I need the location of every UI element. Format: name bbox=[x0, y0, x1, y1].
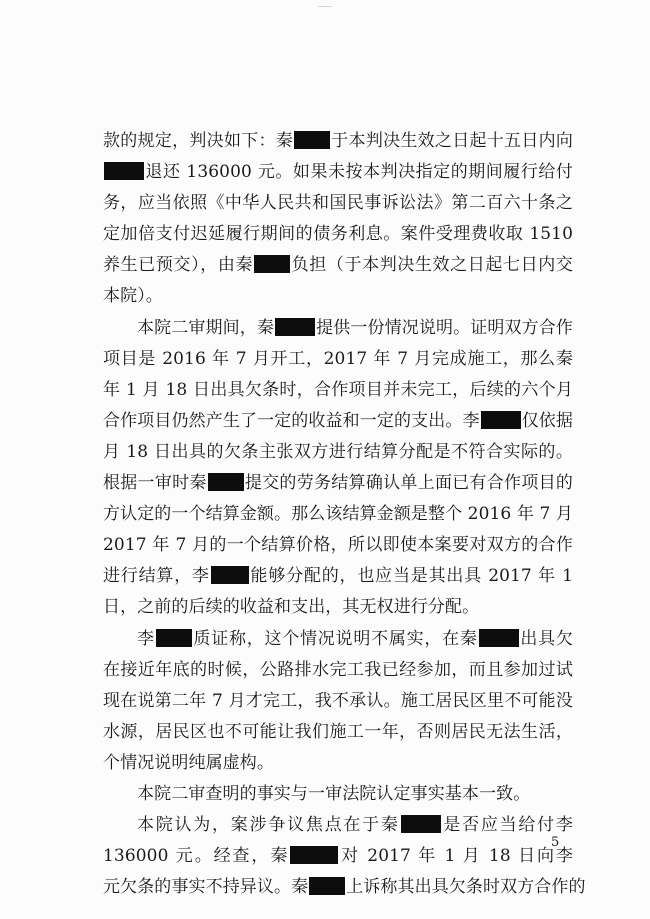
text-line bbox=[103, 655, 573, 686]
text-line bbox=[103, 561, 573, 592]
text-line bbox=[103, 686, 573, 717]
text-line bbox=[103, 810, 573, 841]
text-line bbox=[103, 468, 573, 499]
text-line bbox=[103, 126, 573, 157]
redaction-block bbox=[275, 318, 315, 336]
text-segment: 本院二审期间，秦 bbox=[137, 317, 275, 338]
text-line bbox=[103, 281, 573, 312]
text-line bbox=[103, 219, 573, 250]
text-segment: 进行结算，李 bbox=[103, 566, 210, 587]
text-segment: 本院二审查明的事实与一审法院认定事实基本一致。 bbox=[137, 783, 531, 804]
text-segment: 个情况说明纯属虚构。 bbox=[103, 752, 274, 773]
text-line bbox=[103, 748, 573, 779]
text-segment: 年 1 月 18 日出具欠条时，合作项目并未完工，后续的六个月 bbox=[103, 379, 573, 400]
text-line bbox=[103, 624, 573, 655]
text-segment: 提供一份情况说明。证明双方合作 bbox=[316, 317, 573, 338]
text-line bbox=[103, 592, 573, 623]
text-line bbox=[103, 157, 573, 188]
scan-mark bbox=[318, 6, 332, 10]
text-segment: 月 18 日出具的欠条主张双方进行结算分配是不符合实际的。 bbox=[103, 441, 573, 462]
page-number: 5 bbox=[551, 835, 560, 850]
text-segment: 李 bbox=[137, 628, 155, 649]
text-segment: 养生已预交），由秦 bbox=[103, 255, 254, 276]
text-line bbox=[103, 188, 573, 219]
redaction-block bbox=[401, 815, 441, 833]
text-segment: 能够分配的，也应当是其出具 2017 年 1 bbox=[249, 566, 573, 587]
redaction-block bbox=[290, 846, 338, 864]
text-line bbox=[103, 250, 573, 281]
text-line bbox=[103, 313, 573, 344]
redaction-block bbox=[254, 255, 290, 273]
text-segment: 上诉称其出具欠条时双方合作的 bbox=[346, 877, 586, 898]
text-segment: 质证称，这个情况说明不属实，在秦 bbox=[192, 628, 478, 649]
text-segment: 仅依据 bbox=[521, 410, 573, 431]
text-segment: 水源，居民区也不可能让我们施工一年，否则居民无法生活， bbox=[103, 721, 573, 742]
text-segment: 务，应当依照《中华人民共和国民事诉讼法》第二百六十条之 bbox=[103, 193, 573, 214]
redaction-block bbox=[211, 566, 249, 584]
text-line bbox=[103, 437, 573, 468]
text-segment: 本院认为，案涉争议焦点在于秦 bbox=[137, 815, 400, 836]
redaction-block bbox=[481, 411, 521, 429]
text-segment: 根据一审时秦 bbox=[103, 473, 207, 494]
text-segment: 项目是 2016 年 7 月开工，2017 年 7 月完成施工，那么秦 bbox=[103, 348, 573, 369]
text-segment: 于本判决生效之日起十五日内向 bbox=[331, 131, 573, 151]
document-body bbox=[103, 126, 586, 903]
text-segment: 退还 136000 元。如果未按本判决指定的期间履行给付 bbox=[145, 162, 573, 183]
redaction-block bbox=[104, 162, 144, 180]
text-line bbox=[103, 375, 573, 406]
text-segment: 在接近年底的时候，公路排水完工我已经参加，而且参加过试 bbox=[103, 659, 573, 680]
text-segment: 定加倍支付迟延履行期间的债务利息。案件受理费收取 1510 bbox=[103, 224, 573, 245]
text-segment: 提交的劳务结算确认单上面已有合作项目的 bbox=[244, 473, 573, 494]
text-segment: 日，之前的后续的收益和支出，其无权进行分配。 bbox=[103, 597, 480, 618]
text-segment: 现在说第二年 7 月才完工，我不承认。施工居民区里不可能没 bbox=[103, 690, 573, 711]
redaction-block bbox=[156, 629, 192, 647]
text-segment: 是否应当给付李 bbox=[441, 815, 573, 836]
redaction-block bbox=[309, 877, 345, 895]
text-segment: 款的规定，判决如下：秦 bbox=[103, 131, 294, 151]
text-segment: 合作项目仍然产生了一定的收益和一定的支出。李 bbox=[103, 410, 480, 431]
text-line bbox=[103, 530, 573, 561]
text-segment: 2017 年 7 月的一个结算价格，所以即使本案要对双方的合作 bbox=[103, 535, 573, 556]
text-segment: 对 2017 年 1 月 18 日向李 bbox=[339, 846, 573, 867]
text-line bbox=[103, 841, 573, 872]
text-segment: 136000 元。经查，秦 bbox=[103, 846, 290, 867]
text-line bbox=[103, 717, 573, 748]
text-line bbox=[103, 406, 573, 437]
text-segment: 元欠条的事实不持异议。秦 bbox=[103, 877, 309, 898]
text-segment: 本院）。 bbox=[103, 286, 163, 307]
text-line bbox=[103, 872, 586, 903]
text-line bbox=[103, 779, 573, 810]
text-line bbox=[103, 499, 573, 530]
redaction-block bbox=[208, 473, 244, 491]
text-segment: 方认定的一个结算金额。那么该结算金额是整个 2016 年 7 月 bbox=[103, 504, 573, 525]
redaction-block bbox=[479, 629, 519, 647]
text-segment: 出具欠 bbox=[519, 628, 573, 649]
redaction-block bbox=[294, 131, 330, 149]
text-line bbox=[103, 344, 573, 375]
text-segment: 负担（于本判决生效之日起七日内交 bbox=[291, 255, 573, 276]
